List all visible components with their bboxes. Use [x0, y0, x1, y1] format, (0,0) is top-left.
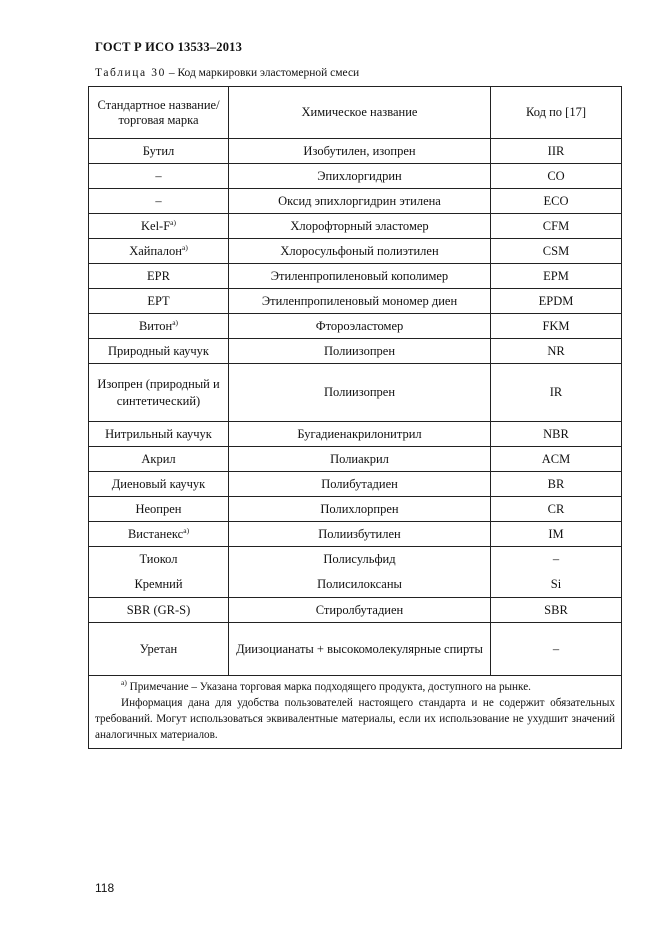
cell-chemical — [229, 547, 491, 598]
cell-code: – — [491, 623, 622, 676]
cell-name-text: Витон — [138, 319, 173, 333]
table-caption-label: Таблица 30 — [95, 67, 166, 79]
footnote-mark: а) — [183, 526, 190, 535]
cell-chemical: Этиленпропиленовый кополимер — [229, 264, 491, 289]
cell-code: NR — [491, 339, 622, 364]
cell-code: SBR — [491, 598, 622, 623]
table-row — [89, 139, 622, 164]
cell-name-text: Кремний — [134, 577, 183, 591]
cell-name: Неопрен — [89, 497, 229, 522]
table-row — [89, 422, 622, 447]
cell-chemical: Полибутадиен — [229, 472, 491, 497]
cell-code: IIR — [491, 139, 622, 164]
cell-chemical: Фтороэластомер — [229, 314, 491, 339]
cell-name: Уретан — [89, 623, 229, 676]
column-header-name: Стандартное название/торговая марка — [89, 87, 229, 139]
cell-code: ECO — [491, 189, 622, 214]
table-row — [89, 472, 622, 497]
table-notes-row — [89, 676, 622, 749]
elastomer-code-table — [88, 86, 622, 749]
cell-name — [89, 239, 229, 264]
table-row — [89, 239, 622, 264]
table-row — [89, 339, 622, 364]
cell-name-text: Kel-F — [141, 219, 171, 233]
cell-name: Бутил — [89, 139, 229, 164]
cell-code: CFM — [491, 214, 622, 239]
footnote-mark: а) — [172, 318, 179, 327]
cell-code: IM — [491, 522, 622, 547]
cell-chemical: Диизоцианаты + высокомолекулярные спирты — [229, 623, 491, 676]
cell-name — [89, 214, 229, 239]
cell-name: Акрил — [89, 447, 229, 472]
cell-name-text: Хайпалон — [129, 244, 182, 258]
cell-name: SBR (GR-S) — [89, 598, 229, 623]
cell-name-text: Вистанекс — [127, 527, 184, 541]
cell-name: – — [89, 164, 229, 189]
cell-name: Нитрильный каучук — [89, 422, 229, 447]
cell-code: ACM — [491, 447, 622, 472]
footnote-mark: а) — [181, 243, 188, 252]
table-row — [89, 522, 622, 547]
table-row — [89, 497, 622, 522]
table-row — [89, 164, 622, 189]
cell-name: Диеновый каучук — [89, 472, 229, 497]
cell-chemical: Полиизбутилен — [229, 522, 491, 547]
table-caption-text: – Код маркировки эластомерной смеси — [165, 67, 360, 79]
cell-code: NBR — [491, 422, 622, 447]
info-note-text: Информация дана для удобства пользователей настоящего стандарта и не содержит обязательных требований. Могут использоваться эквивалентные материалы, если их использование не ухудшит значений аналогичных материалов. — [95, 697, 615, 741]
cell-chemical: Изобутилен, изопрен — [229, 139, 491, 164]
table-row — [89, 598, 622, 623]
table-header-row — [89, 87, 622, 139]
table-row — [89, 189, 622, 214]
footnote-mark: а) — [121, 678, 127, 687]
cell-name — [89, 547, 229, 598]
cell-chemical: Эпихлоргидрин — [229, 164, 491, 189]
cell-code: BR — [491, 472, 622, 497]
table-notes — [89, 676, 622, 749]
table-row-merged — [89, 547, 622, 598]
cell-code: CO — [491, 164, 622, 189]
cell-chemical: Стиролбутадиен — [229, 598, 491, 623]
footnote-body: Примечание – Указана торговая марка подходящего продукта, доступного на рынке. — [126, 681, 531, 693]
table-row — [89, 314, 622, 339]
cell-name: Изопрен (природный и синтетический) — [89, 364, 229, 422]
cell-chemical: Хлоросульфоный полиэтилен — [229, 239, 491, 264]
table-caption — [95, 67, 359, 79]
footnote-mark: а) — [170, 218, 176, 227]
cell-code: FKM — [491, 314, 622, 339]
cell-chemical: Полихлорпрен — [229, 497, 491, 522]
cell-name-text: Тиокол — [139, 552, 178, 566]
cell-code — [491, 547, 622, 598]
column-header-chemical: Химическое название — [229, 87, 491, 139]
cell-chemical: Полиизопрен — [229, 364, 491, 422]
document-header: ГОСТ Р ИСО 13533–2013 — [95, 40, 243, 54]
cell-code: EPM — [491, 264, 622, 289]
footnote-text — [95, 679, 615, 695]
page-number: 118 — [95, 881, 115, 895]
cell-code: IR — [491, 364, 622, 422]
table-row — [89, 364, 622, 422]
cell-code: EPDM — [491, 289, 622, 314]
cell-chemical: Бугадиенакрилонитрил — [229, 422, 491, 447]
cell-code: CR — [491, 497, 622, 522]
cell-code-text: – — [552, 552, 560, 566]
table-row — [89, 289, 622, 314]
cell-name: EPT — [89, 289, 229, 314]
cell-name — [89, 314, 229, 339]
cell-chemical: Этиленпропиленовый мономер диен — [229, 289, 491, 314]
table-row — [89, 264, 622, 289]
cell-name: – — [89, 189, 229, 214]
cell-chemical-text: Полисилоксаны — [317, 577, 402, 591]
cell-name: EPR — [89, 264, 229, 289]
cell-name: Природный каучук — [89, 339, 229, 364]
cell-chemical: Оксид эпихлоргидрин этилена — [229, 189, 491, 214]
cell-chemical-text: Полисульфид — [323, 552, 396, 566]
cell-chemical: Полиакрил — [229, 447, 491, 472]
column-header-code: Код по [17] — [491, 87, 622, 139]
cell-chemical: Полиизопрен — [229, 339, 491, 364]
table-row — [89, 623, 622, 676]
cell-code: CSM — [491, 239, 622, 264]
cell-code-text: Si — [550, 577, 562, 591]
table-row — [89, 214, 622, 239]
table-row — [89, 447, 622, 472]
cell-name — [89, 522, 229, 547]
cell-chemical: Хлорофторный эластомер — [229, 214, 491, 239]
